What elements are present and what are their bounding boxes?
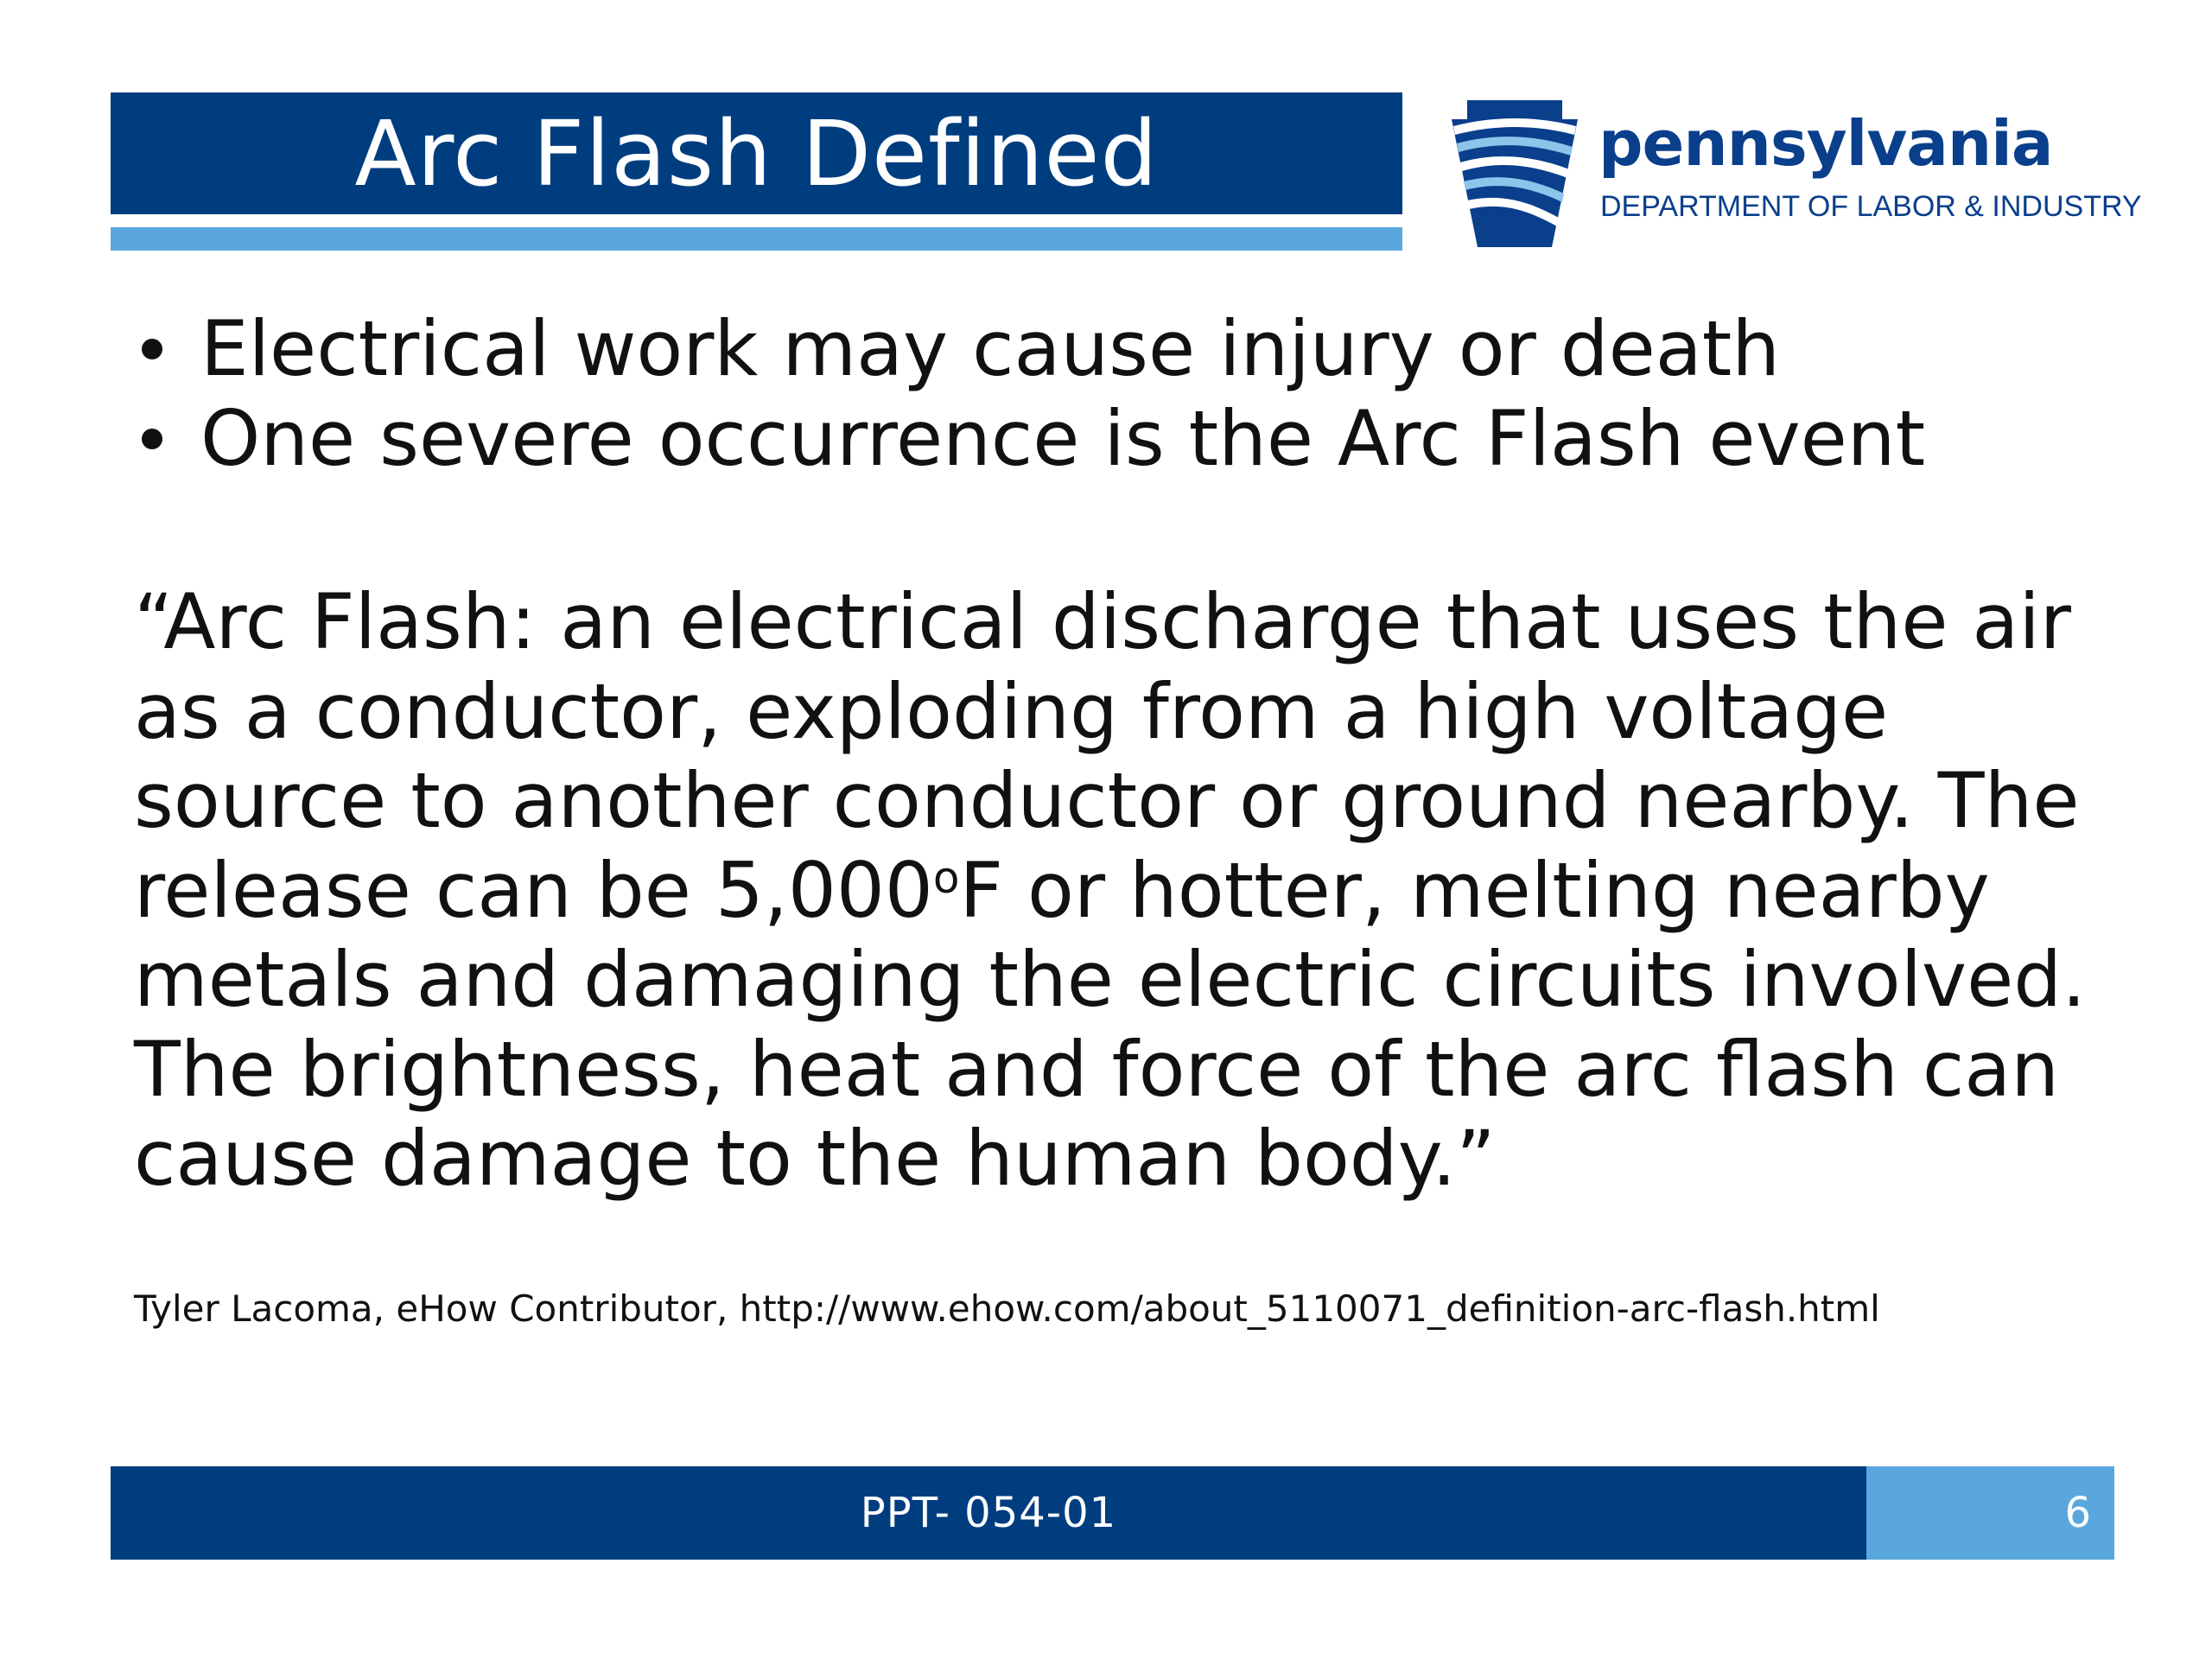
quote-line	[134, 846, 2104, 936]
page-title: Arc Flash Defined	[354, 100, 1159, 207]
bullet-text: One severe occurrence is the Arc Flash event	[200, 394, 1926, 483]
bullet-item	[130, 304, 2117, 394]
title-underline	[111, 227, 1402, 251]
keystone-logo-icon	[1441, 100, 1588, 247]
presentation-code: PPT- 054-01	[860, 1489, 1117, 1537]
logo-department: DEPARTMENT OF LABOR & INDUSTRY	[1600, 190, 2142, 223]
bullet-icon	[142, 429, 162, 449]
quote-line: as a conductor, exploding from a high voltage	[134, 666, 1889, 756]
bullet-text: Electrical work may cause injury or death	[200, 304, 1780, 393]
quote-line: cause damage to the human body.”	[134, 1114, 1496, 1203]
quote-text: release can be 5,000	[134, 845, 933, 935]
quote-line: “Arc Flash: an electrical discharge that uses the air	[134, 577, 2071, 666]
page-number: 6	[2064, 1489, 2091, 1537]
bullet-icon	[142, 339, 162, 359]
logo-wordmark: pennsylvania	[1599, 107, 2053, 180]
bullet-item	[130, 394, 2117, 484]
quote-line: source to another conductor or ground nearby. The	[134, 756, 2080, 845]
pa-labor-industry-logo	[1441, 100, 2142, 247]
bullet-list	[130, 304, 2117, 484]
source-citation: Tyler Lacoma, eHow Contributor, http://www.ehow.com/about_5110071_definition-arc-flash.html	[134, 1287, 1880, 1330]
degree-symbol: o	[932, 852, 960, 903]
definition-quote	[134, 577, 2104, 1204]
quote-line: The brightness, heat and force of the arc flash can	[134, 1024, 2059, 1114]
quote-text: F or hotter, melting nearby	[959, 845, 1990, 935]
quote-line: metals and damaging the electric circuits involved.	[134, 935, 2087, 1024]
